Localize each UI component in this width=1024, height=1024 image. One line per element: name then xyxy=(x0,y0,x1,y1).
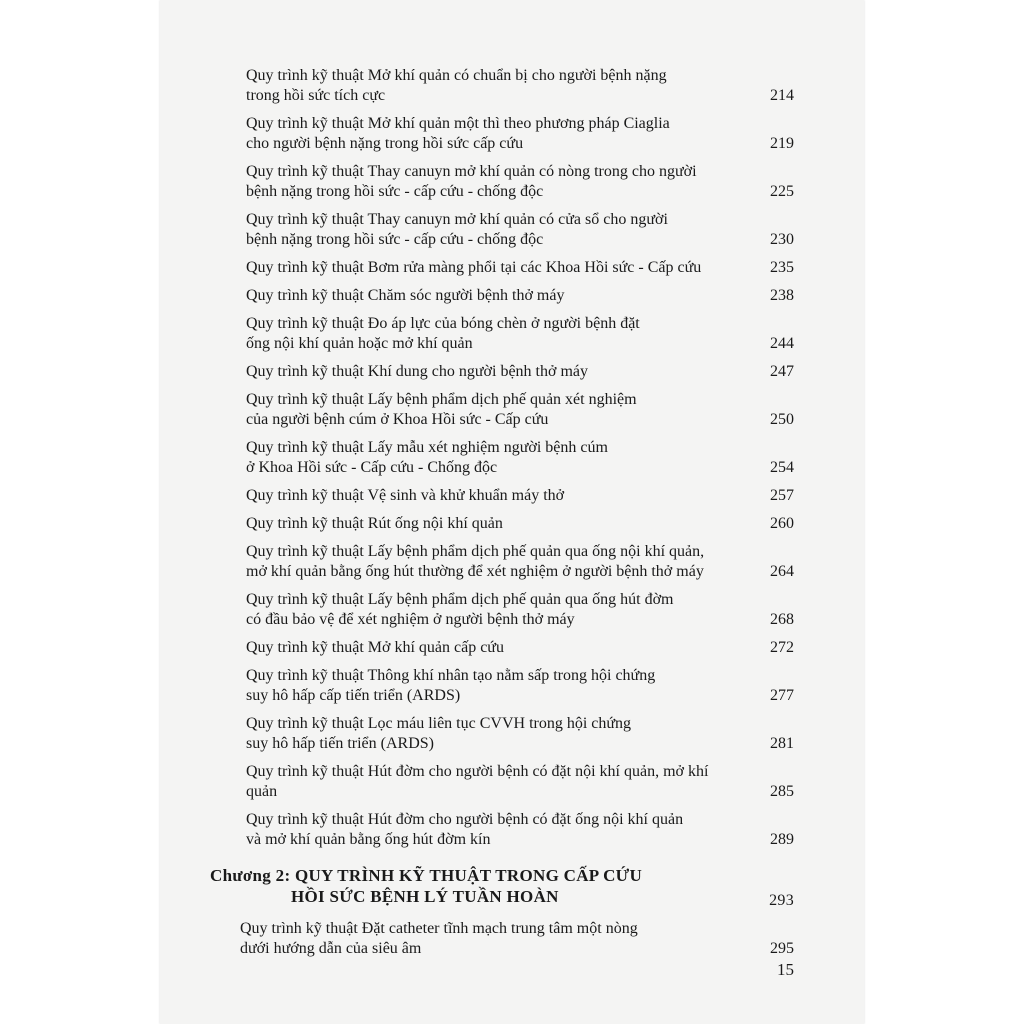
toc-entry-line: bệnh nặng trong hồi sức - cấp cứu - chống độc xyxy=(246,183,544,200)
toc-entry-title xyxy=(246,762,794,802)
toc-entry-title xyxy=(246,638,794,658)
toc-entry-title xyxy=(246,542,794,582)
toc-entry-page-number: 281 xyxy=(770,735,794,752)
toc-entry xyxy=(246,590,794,630)
toc-entry-title xyxy=(246,162,794,202)
toc-entry xyxy=(246,66,794,106)
toc-entries xyxy=(246,66,794,850)
toc-entry-line: Quy trình kỹ thuật Đặt catheter tĩnh mạch trung tâm một nòng xyxy=(240,920,638,937)
toc-entry xyxy=(246,362,794,382)
toc-entry-line: Quy trình kỹ thuật Mở khí quản có chuẩn bị cho người bệnh nặng xyxy=(246,67,667,84)
toc-entry-line: Quy trình kỹ thuật Lọc máu liên tục CVVH trong hội chứng xyxy=(246,715,632,732)
toc-entry xyxy=(246,666,794,706)
toc-entry xyxy=(246,258,794,278)
toc-entry-line: có đầu bảo vệ để xét nghiệm ở người bệnh thở máy xyxy=(246,611,575,628)
toc-entry-line: Quy trình kỹ thuật Hút đờm cho người bệnh có đặt ống nội khí quản xyxy=(246,811,684,828)
toc-entry-line: Quy trình kỹ thuật Thay canuyn mở khí quản có nòng trong cho người xyxy=(246,163,697,180)
toc-entry-page-number: 295 xyxy=(770,940,794,957)
toc-entry-line: Quy trình kỹ thuật Rút ống nội khí quản xyxy=(246,515,503,532)
toc-entry-title xyxy=(246,810,794,850)
toc-entry-title xyxy=(246,66,794,106)
toc-entry-line: mở khí quản bằng ống hút thường để xét nghiệm ở người bệnh thở máy xyxy=(246,563,704,580)
chapter-heading xyxy=(210,865,794,907)
toc-entry-page-number: 254 xyxy=(770,459,794,476)
toc-entry-page-number: 238 xyxy=(770,287,794,304)
toc-entry-page-number: 219 xyxy=(770,135,794,152)
toc-entry-title xyxy=(246,286,794,306)
toc-entry-page-number: 264 xyxy=(770,563,794,580)
toc-entry-page-number: 277 xyxy=(770,687,794,704)
toc-entry-page-number: 244 xyxy=(770,335,794,352)
toc-entry-title xyxy=(246,314,794,354)
toc-entry-line: Quy trình kỹ thuật Mở khí quản một thì theo phương pháp Ciaglia xyxy=(246,115,670,132)
chapter-title-line-1: Chương 2: QUY TRÌNH KỸ THUẬT TRONG CẤP CỨU xyxy=(210,866,643,885)
toc-entry-line: Quy trình kỹ thuật Vệ sinh và khử khuẩn máy thở xyxy=(246,487,565,504)
table-of-contents xyxy=(210,66,794,967)
toc-entry-page-number: 272 xyxy=(770,639,794,656)
toc-entry xyxy=(246,810,794,850)
toc-entry-title xyxy=(246,714,794,754)
toc-entry-title xyxy=(246,514,794,534)
toc-entry xyxy=(246,762,794,802)
chapter-toc-entries xyxy=(240,919,794,959)
toc-entry-page-number: 268 xyxy=(770,611,794,628)
toc-entry-line: Quy trình kỹ thuật Thông khí nhân tạo nằm sấp trong hội chứng xyxy=(246,667,656,684)
toc-entry-line: suy hô hấp cấp tiến triển (ARDS) xyxy=(246,687,461,704)
toc-entry-title xyxy=(246,362,794,382)
toc-entry-page-number: 260 xyxy=(770,515,794,532)
toc-entry-page-number: 247 xyxy=(770,363,794,380)
book-page xyxy=(160,0,864,1024)
toc-entry-line: cho người bệnh nặng trong hồi sức cấp cứu xyxy=(246,135,524,152)
toc-entry xyxy=(246,486,794,506)
toc-entry-title xyxy=(246,258,794,278)
toc-entry-line: ở Khoa Hồi sức - Cấp cứu - Chống độc xyxy=(246,459,498,476)
toc-entry-line: của người bệnh cúm ở Khoa Hồi sức - Cấp cứu xyxy=(246,411,549,428)
toc-entry-line: Quy trình kỹ thuật Mở khí quản cấp cứu xyxy=(246,639,504,656)
chapter-page-number: 293 xyxy=(769,892,794,909)
toc-entry-line: bệnh nặng trong hồi sức - cấp cứu - chống độc xyxy=(246,231,544,248)
toc-entry xyxy=(246,390,794,430)
toc-entry-title xyxy=(246,486,794,506)
toc-entry xyxy=(246,286,794,306)
toc-entry-line: Quy trình kỹ thuật Lấy bệnh phẩm dịch phế quản qua ống nội khí quản, xyxy=(246,543,705,560)
toc-entry-page-number: 289 xyxy=(770,831,794,848)
toc-entry-line: Quy trình kỹ thuật Bơm rửa màng phổi tại các Khoa Hồi sức - Cấp cứu xyxy=(246,259,702,276)
toc-entry-page-number: 257 xyxy=(770,487,794,504)
toc-entry-title xyxy=(246,590,794,630)
toc-entry-title xyxy=(246,438,794,478)
toc-entry xyxy=(246,542,794,582)
toc-entry-page-number: 225 xyxy=(770,183,794,200)
toc-entry-line: Quy trình kỹ thuật Lấy mẫu xét nghiệm người bệnh cúm xyxy=(246,439,608,456)
toc-entry xyxy=(246,514,794,534)
toc-entry-title xyxy=(246,210,794,250)
toc-entry-title xyxy=(240,919,794,959)
toc-entry-page-number: 285 xyxy=(770,783,794,800)
page-number: 15 xyxy=(777,960,794,979)
toc-entry-line: Quy trình kỹ thuật Lấy bệnh phẩm dịch phế quản qua ống hút đờm xyxy=(246,591,674,608)
toc-entry-line: ống nội khí quản hoặc mở khí quản xyxy=(246,335,473,352)
toc-entry xyxy=(246,638,794,658)
chapter-title-line-2: HỒI SỨC BỆNH LÝ TUẦN HOÀN xyxy=(291,887,559,906)
toc-entry-line: suy hô hấp tiến triển (ARDS) xyxy=(246,735,434,752)
toc-entry xyxy=(240,919,794,959)
toc-entry-page-number: 250 xyxy=(770,411,794,428)
toc-entry-title xyxy=(246,390,794,430)
toc-entry xyxy=(246,162,794,202)
toc-entry-line: Quy trình kỹ thuật Hút đờm cho người bệnh có đặt nội khí quản, mở khí quản xyxy=(246,763,709,800)
toc-entry-line: Quy trình kỹ thuật Lấy bệnh phẩm dịch phế quản xét nghiệm xyxy=(246,391,637,408)
toc-entry xyxy=(246,438,794,478)
toc-entry-page-number: 214 xyxy=(770,87,794,104)
toc-entry-line: Quy trình kỹ thuật Khí dung cho người bệnh thở máy xyxy=(246,363,588,380)
toc-entry-title xyxy=(246,666,794,706)
toc-entry xyxy=(246,714,794,754)
toc-entry-line: trong hồi sức tích cực xyxy=(246,87,386,104)
toc-entry-line: Quy trình kỹ thuật Thay canuyn mở khí quản có cửa sổ cho người xyxy=(246,211,668,228)
toc-entry xyxy=(246,314,794,354)
toc-entry-title xyxy=(246,114,794,154)
toc-entry-page-number: 230 xyxy=(770,231,794,248)
toc-entry xyxy=(246,210,794,250)
toc-entry xyxy=(246,114,794,154)
toc-entry-line: dưới hướng dẫn của siêu âm xyxy=(240,940,422,957)
toc-entry-page-number: 235 xyxy=(770,259,794,276)
toc-entry-line: và mở khí quản bằng ống hút đờm kín xyxy=(246,831,491,848)
toc-entry-line: Quy trình kỹ thuật Chăm sóc người bệnh thở máy xyxy=(246,287,565,304)
toc-entry-line: Quy trình kỹ thuật Đo áp lực của bóng chèn ở người bệnh đặt xyxy=(246,315,640,332)
